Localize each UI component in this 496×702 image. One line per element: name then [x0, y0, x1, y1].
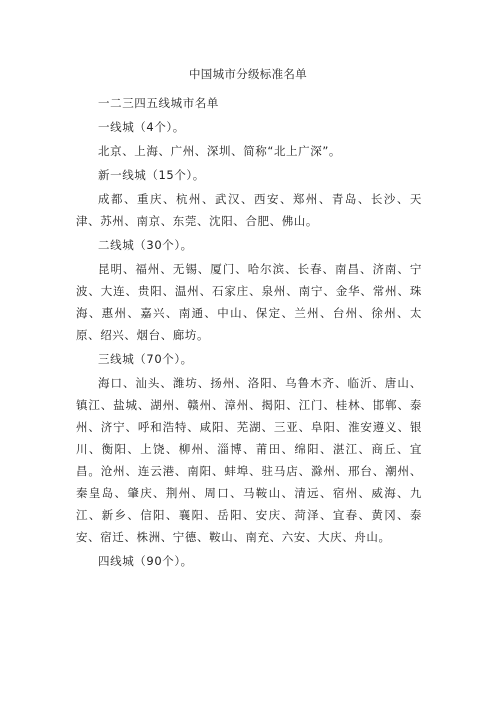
document-title: 中国城市分级标准名单 [189, 67, 307, 81]
tier-heading: 四线城（90个）。 [98, 554, 193, 568]
section-heading: 一二三四五线城市名单 [98, 96, 219, 110]
city-list: 北京、上海、广州、深圳、简称“北上广深”。 [98, 144, 342, 158]
city-list: 海口、汕头、潍坊、扬州、洛阳、乌鲁木齐、临沂、唐山、镇江、盐城、湖州、赣州、漳州、揭阳、江门、桂林、邯郸、泰州、济宁、呼和浩特、咸阳、芜湖、三亚、阜阳、淮安遵义、银川、衡阳、上饶、柳州、淄博、莆田、绵阳、湛江、商丘、宜昌。沧州、连云港、南阳、蚌埠、驻马店、滁州、邢台、潮州、秦皇岛、肇庆、荆州、周口、马鞍山、清远、宿州、威海、九江、新乡、信阳、襄阳、岳阳、安庆、菏泽、宜春、黄冈、泰安、宿迁、株洲、宁德、鞍山、南充、六安、大庆、舟山。 [76, 376, 422, 544]
tier-heading: 新一线城（15个）。 [98, 168, 205, 182]
tier-heading: 一线城（4个）。 [98, 120, 185, 134]
tier-heading: 三线城（70个）。 [98, 352, 193, 366]
city-list: 昆明、福州、无锡、厦门、哈尔滨、长春、南昌、济南、宁波、大连、贵阳、温州、石家庄、泉州、南宁、金华、常州、珠海、惠州、嘉兴、南通、中山、保定、兰州、台州、徐州、太原、绍兴、烟台、廊坊。 [76, 262, 422, 342]
document-body [76, 92, 422, 574]
city-list: 成都、重庆、杭州、武汉、西安、郑州、青岛、长沙、天津、苏州、南京、东莞、沈阳、合肥、佛山。 [76, 192, 422, 228]
tier-heading: 二线城（30个）。 [98, 238, 193, 252]
